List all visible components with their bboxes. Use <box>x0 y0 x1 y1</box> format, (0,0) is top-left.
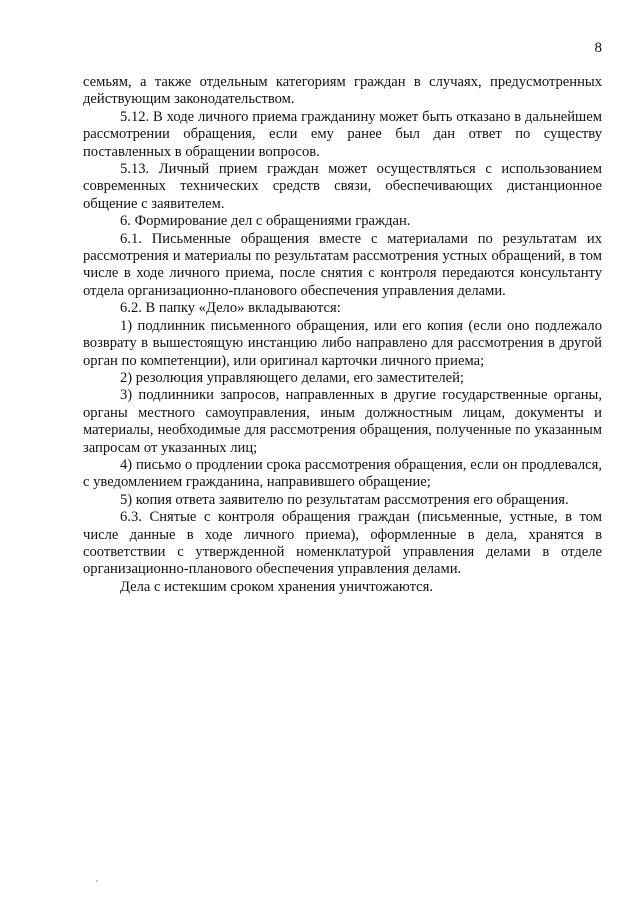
list-item: 5) копия ответа заявителю по результатам рассмотрения его обращения. <box>120 491 569 508</box>
scan-artifact <box>96 880 98 882</box>
list-item: 1) подлинник письменного обращения, или его копия (если оно подлежало возврату в вышестоящую инстанцию либо направлено для рассмотрения в другой орган по компетенции), или оригинал карточки личного приема; <box>83 317 602 369</box>
section-heading: 6. Формирование дел с обращениями граждан. <box>120 213 411 230</box>
document-body <box>83 74 602 596</box>
list-item: 3) подлинники запросов, направленных в другие государственные органы, органы местного самоуправления, иным должностным лицам, документы и материалы, необходимые для рассмотрения обращения, полученные по указанным запросам от указанных лиц; <box>83 387 602 456</box>
paragraph: 6.1. Письменные обращения вместе с материалами по результатам их рассмотрения и материалы по результатам рассмотрения устных обращений, в том числе в ходе личного приема, после снятия с контроля передаются консультанту отдела организационно-планового обеспечения управления делами. <box>83 230 602 299</box>
paragraph: семьям, а также отдельным категориям граждан в случаях, предусмотренных действующим законодательством. <box>83 74 602 108</box>
list-item: 2) резолюция управляющего делами, его заместителей; <box>120 369 464 386</box>
list-item: 4) письмо о продлении срока рассмотрения обращения, если он продлевался, с уведомлением гражданина, направившего обращение; <box>83 456 602 491</box>
paragraph: 5.13. Личный прием граждан может осуществляться с использованием современных технических средств связи, обеспечивающих дистанционное общение с заявителем. <box>83 161 602 212</box>
paragraph: 5.12. В ходе личного приема гражданину может быть отказано в дальнейшем рассмотрении обращения, если ему ранее был дан ответ по существу поставленных в обращении вопросов. <box>83 108 602 160</box>
paragraph: 6.3. Снятые с контроля обращения граждан (письменные, устные, в том числе данные в ходе личного приема), оформленные в дела, хранятся в соответствии с утвержденной номенклатурой управления делами в отделе организационно-планового обеспечения управления делами. <box>83 509 602 578</box>
paragraph: Дела с истекшим сроком хранения уничтожаются. <box>120 578 434 595</box>
page-number: 8 <box>594 40 602 56</box>
paragraph: 6.2. В папку «Дело» вкладываются: <box>120 300 341 317</box>
